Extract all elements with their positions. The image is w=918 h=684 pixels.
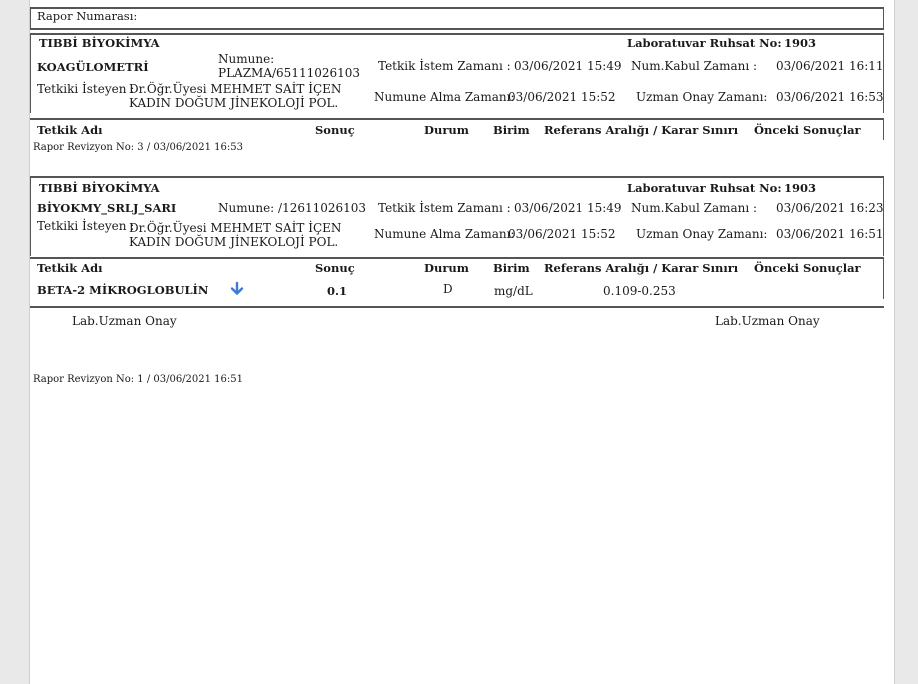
col-sonuc: Sonuç bbox=[315, 123, 355, 137]
kabul-label: Num.Kabul Zamanı : bbox=[631, 201, 758, 215]
lab-ruhsat-value: 1903 bbox=[784, 36, 817, 50]
lab-ruhsat-value: 1903 bbox=[784, 181, 817, 195]
col-durum: Durum bbox=[424, 123, 469, 137]
doctor-name: Dr.Öğr.Üyesi MEHMET SAİT İÇEN bbox=[129, 221, 342, 235]
alma-value: 03/06/2021 15:52 bbox=[508, 90, 616, 104]
department-title: TIBBİ BİYOKİMYA bbox=[39, 36, 160, 50]
col-birim: Birim bbox=[493, 123, 530, 137]
rule bbox=[30, 176, 884, 178]
col-onceki: Önceki Sonuçlar bbox=[754, 261, 861, 275]
onay-value: 03/06/2021 16:53 bbox=[776, 90, 884, 104]
rule bbox=[883, 118, 884, 140]
tetkik-isteyen-label: Tetkiki İsteyen : bbox=[37, 82, 135, 96]
rule bbox=[883, 7, 884, 28]
istem-value: 03/06/2021 15:49 bbox=[514, 59, 622, 73]
rule bbox=[30, 33, 31, 113]
rule bbox=[30, 28, 884, 30]
col-referans: Referans Aralığı / Karar Sınırı bbox=[544, 123, 739, 137]
rule bbox=[30, 118, 884, 120]
lab-ruhsat-label: Laboratuvar Ruhsat No: bbox=[627, 181, 782, 195]
report-page bbox=[29, 0, 895, 684]
col-tetkik-adi: Tetkik Adı bbox=[37, 123, 103, 137]
result-value: 0.1 bbox=[327, 284, 348, 298]
rule bbox=[30, 7, 884, 9]
rule bbox=[883, 257, 884, 299]
alma-label: Numune Alma Zamanı: bbox=[374, 90, 515, 104]
result-durum: D bbox=[443, 282, 453, 296]
result-birim: mg/dL bbox=[494, 284, 533, 298]
col-tetkik-adi: Tetkik Adı bbox=[37, 261, 103, 275]
tetkik-isteyen-label: Tetkiki İsteyen : bbox=[37, 219, 135, 233]
arrow-down-icon bbox=[229, 281, 245, 297]
col-sonuc: Sonuç bbox=[315, 261, 355, 275]
col-referans: Referans Aralığı / Karar Sınırı bbox=[544, 261, 739, 275]
doctor-name: Dr.Öğr.Üyesi MEHMET SAİT İÇEN bbox=[129, 82, 342, 96]
test-group-title: BİYOKMY_SRLJ_SARI bbox=[37, 201, 177, 215]
rule bbox=[30, 176, 31, 256]
rule bbox=[30, 306, 884, 308]
col-onceki: Önceki Sonuçlar bbox=[754, 123, 861, 137]
revizyon-note: Rapor Revizyon No: 3 / 03/06/2021 16:53 bbox=[33, 142, 243, 153]
kabul-value: 03/06/2021 16:23 bbox=[776, 201, 884, 215]
lab-ruhsat-label: Laboratuvar Ruhsat No: bbox=[627, 36, 782, 50]
istem-label: Tetkik İstem Zamanı : bbox=[378, 59, 511, 73]
signature-right: Lab.Uzman Onay bbox=[715, 314, 820, 328]
onay-value: 03/06/2021 16:51 bbox=[776, 227, 884, 241]
istem-label: Tetkik İstem Zamanı : bbox=[378, 201, 511, 215]
rule bbox=[883, 176, 884, 256]
clinic-name: KADIN DOĞUM JİNEKOLOJİ POL. bbox=[129, 235, 339, 249]
alma-value: 03/06/2021 15:52 bbox=[508, 227, 616, 241]
istem-value: 03/06/2021 15:49 bbox=[514, 201, 622, 215]
col-birim: Birim bbox=[493, 261, 530, 275]
numune-text: Numune: /12611026103 bbox=[218, 201, 367, 215]
final-revizyon-note: Rapor Revizyon No: 1 / 03/06/2021 16:51 bbox=[33, 374, 243, 385]
alma-label: Numune Alma Zamanı: bbox=[374, 227, 515, 241]
rapor-numarasi-label: Rapor Numarası: bbox=[37, 9, 138, 23]
rule bbox=[30, 7, 31, 28]
kabul-value: 03/06/2021 16:11 bbox=[776, 59, 884, 73]
test-group-title: KOAGÜLOMETRİ bbox=[37, 60, 149, 74]
numune-value: PLAZMA/65111026103 bbox=[218, 66, 361, 80]
rule bbox=[30, 257, 884, 259]
kabul-label: Num.Kabul Zamanı : bbox=[631, 59, 758, 73]
signature-left: Lab.Uzman Onay bbox=[72, 314, 177, 328]
department-title: TIBBİ BİYOKİMYA bbox=[39, 181, 160, 195]
onay-label: Uzman Onay Zamanı: bbox=[636, 90, 768, 104]
col-durum: Durum bbox=[424, 261, 469, 275]
clinic-name: KADIN DOĞUM JİNEKOLOJİ POL. bbox=[129, 96, 339, 110]
rule bbox=[30, 33, 884, 35]
onay-label: Uzman Onay Zamanı: bbox=[636, 227, 768, 241]
result-test-name: BETA-2 MİKROGLOBULİN bbox=[37, 283, 209, 297]
result-referans: 0.109-0.253 bbox=[603, 284, 676, 298]
numune-label: Numune: bbox=[218, 52, 275, 66]
